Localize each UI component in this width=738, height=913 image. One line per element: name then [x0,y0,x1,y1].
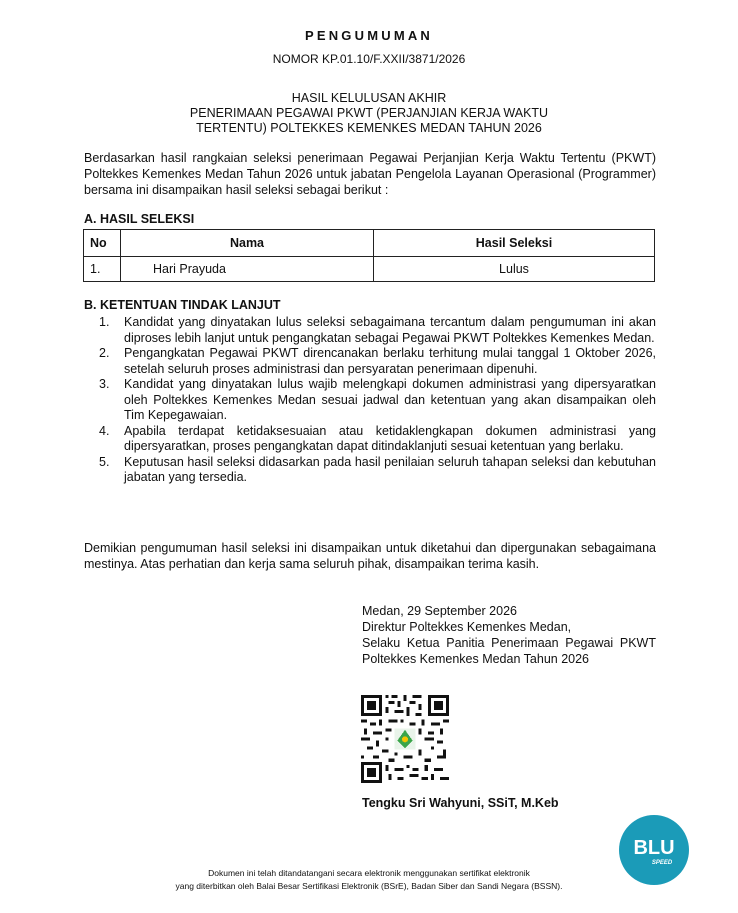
footer-line-1: Dokumen ini telah ditandatangani secara elektronik menggunakan sertifikat elektronik [208,868,530,878]
signature-position-line-1: Direktur Poltekkes Kemenkes Medan, [362,620,572,634]
logo-text: BLU [633,837,675,859]
list-item-number: 3. [99,377,110,391]
list-item-text: Apabila terdapat ketidaksesuaian atau ketidaklengkapan dokumen administrasi yang dipersyaratkan, proses pengangkatan dapat ditindaklanjuti sesuai ketentuan yang berlaku. [124,423,656,453]
list-item-text: Kandidat yang dinyatakan lulus seleksi sebagaimana tercantum dalam pengumuman ini akan diproses lebih lanjut untuk pengangkatan sebagai Pegawai PKWT Poltekkes Kemenkes Medan. [124,315,656,345]
section-b-title: B. KETENTUAN TINDAK LANJUT [84,298,281,312]
list-item-text: Pengangkatan Pegawai PKWT direncanakan berlaku terhitung mulai tanggal 1 Oktober 2026, setelah seluruh proses administrasi dan persyaratan penerimaan dipenuhi. [124,346,656,376]
list-item-number: 2. [99,346,110,360]
list-item-text: Keputusan hasil seleksi didasarkan pada hasil penilaian seluruh tahapan seleksi dan kebutuhan jabatan yang tersedia. [124,454,656,484]
rules-list [84,315,656,486]
list-item-text: Kandidat yang dinyatakan lulus wajib melengkapi dokumen administrasi yang dipersyaratkan oleh Poltekkes Kemenkes Medan sesuai jadwal dan ketentuan yang akan disampaikan oleh Tim Kepegawaian. [124,377,656,422]
list-item [84,377,656,424]
result-table [83,229,655,282]
list-item-number: 5. [99,454,110,469]
logo-subtext: SPEED [651,860,673,866]
signer-name: Tengku Sri Wahyuni, SSiT, M.Keb [362,796,559,810]
closing-paragraph: Demikian pengumuman hasil seleksi ini disampaikan untuk diketahui dan dipergunakan sebagaimana mestinya. Atas perhatian dan kerja sama seluruh pihak, disampaikan terima kasih. [84,541,656,571]
subtitle-line-1: HASIL KELULUSAN AKHIR [291,91,447,105]
header-nama: Nama [121,230,374,257]
document-title: PENGUMUMAN [304,28,434,43]
list-item [84,424,656,455]
row-nama: Hari Prayuda [121,257,374,282]
intro-paragraph: Berdasarkan hasil rangkaian seleksi penerimaan Pegawai Perjanjian Kerja Waktu Tertentu (PKWT) Poltekkes Kemenkes Medan Tahun 2026 untuk jabatan Pengelola Layanan Operasional (Programmer) bersama ini disampaikan hasil seleksi sebagai berikut : [84,151,656,197]
header-hasil: Hasil Seleksi [374,230,655,257]
list-item [84,455,656,486]
header-no: No [84,230,121,257]
document-number: NOMOR KP.01.10/F.XXII/3871/2026 [272,52,466,66]
section-a-title: A. HASIL SELEKSI [84,212,195,226]
qr-code-image [361,695,449,783]
signature-place-date: Medan, 29 September 2026 [362,604,517,618]
subtitle-line-3: TERTENTU) POLTEKKES KEMENKES MEDAN TAHUN 2026 [196,121,542,135]
subtitle-line-2: PENERIMAAN PEGAWAI PKWT (PERJANJIAN KERJA WAKTU [189,106,549,120]
list-item-number: 4. [99,423,110,438]
table-header-row [84,230,655,257]
row-no: 1. [84,257,121,282]
footer-line-2: yang diterbitkan oleh Balai Besar Sertifikasi Elektronik (BSrE), Badan Siber dan Sandi Negara (BSSN). [175,881,563,891]
list-item [84,346,656,377]
row-hasil: Lulus [374,257,655,282]
list-item-number: 1. [99,315,110,329]
table-row [84,257,655,282]
signature-position-line-2: Selaku Ketua Panitia Penerimaan Pegawai PKWT Poltekkes Kemenkes Medan Tahun 2026 [362,636,656,666]
emblem-icon [394,728,415,749]
list-item [84,315,656,346]
